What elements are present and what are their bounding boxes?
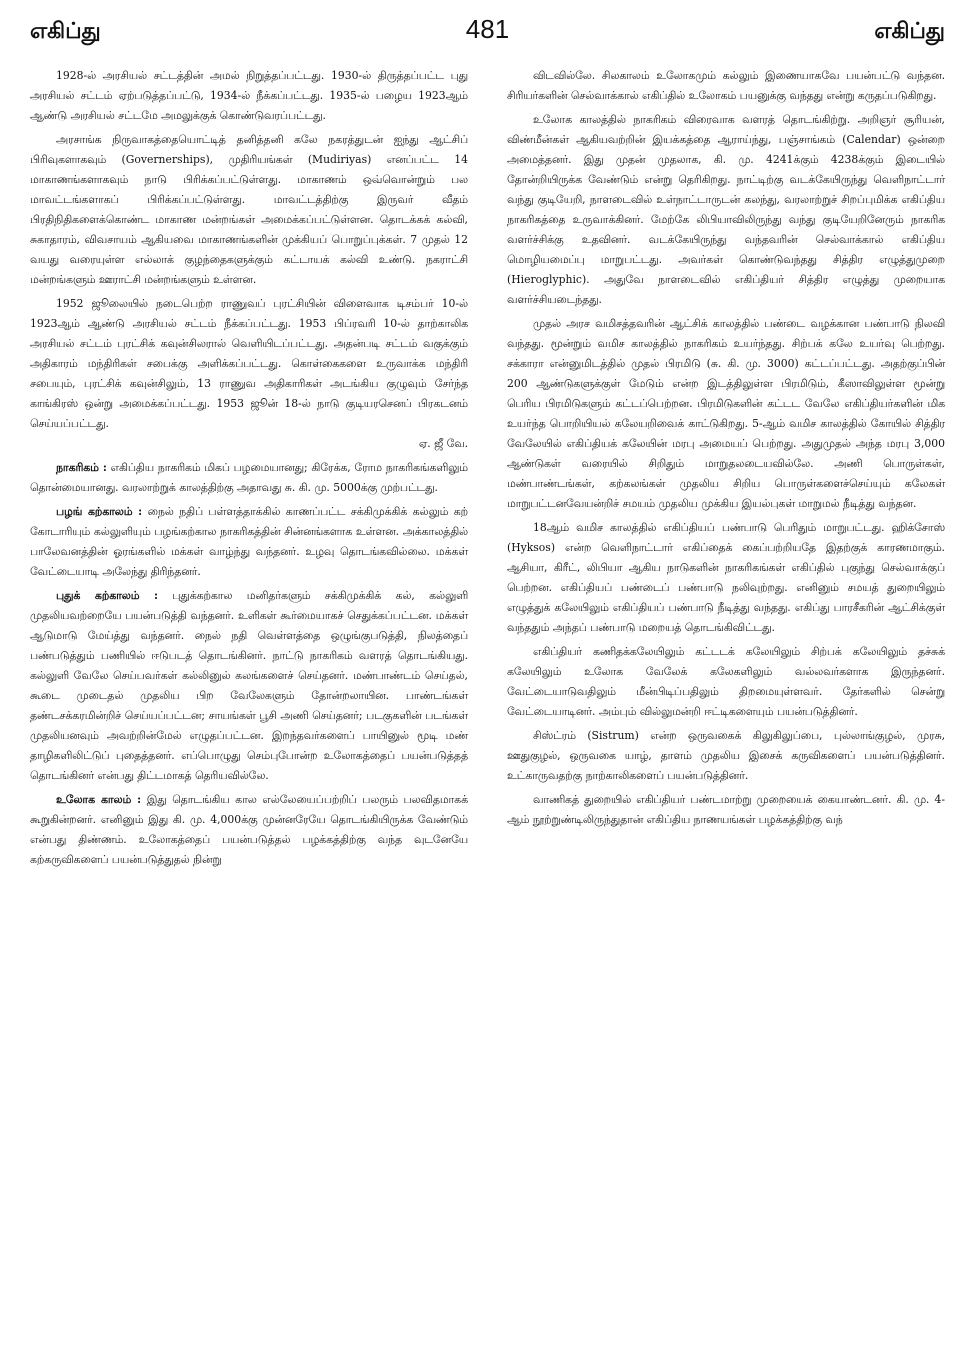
paragraph: [30, 130, 468, 290]
running-head-left: எகிப்து: [30, 19, 101, 44]
paragraph: [30, 502, 468, 582]
right-column: [507, 66, 945, 874]
paragraph-text: சிஸ்ட்ரம் (Sistrum) என்ற ஒருவகைக் கிலுகிலுப்பை, புல்லாங்குழல், முரசு, ஊதுகுழல், ஒருவகை யாழ், தாளம் முதலிய இசைக் கருவிகளைப் பயன்படுத்தினர். உட்காருவதற்கு நாற்காலிகளைப் பயன்படுத்தினர்.: [507, 729, 945, 782]
section-heading: உலோக காலம் :: [56, 793, 142, 806]
section-heading: நாகரிகம் :: [56, 461, 107, 474]
paragraph-text: 18ஆம் வமிச காலத்தில் எகிப்தியப் பண்பாடு பெரிதும் மாறுபட்டது. ஹிக்சோஸ் (Hyksos) என்ற வெளிநாட்டார் எகிப்தைக் கைப்பற்றியதே இதற்குக் காரணமாகும். ஆசியா, கிரீட், லிபியா ஆகிய நாடுகளின் நாகரிகங்கள் எகிப்தில் புகுந்து செல்வாக்குப் பெற்றன. எகிப்தியப் பண்டைப் பண்பாடு நலிவுற்றது. எனினும் சமயத் துறையிலும் எழுத்துக் கலேயிலும் எகிப்தியப் பண்பாடு நீடித்து வந்தது. எகிப்து பாரசீகரின் ஆட்சிக்குள் வந்ததும் அந்தப் பண்பாடு மறையத் தொடங்கிவிட்டது.: [507, 521, 945, 634]
paragraph-text: ஏ. ஜீ வே.: [418, 437, 468, 450]
paragraph-text: அரசாங்க நிருவாகத்தையொட்டித் தனித்தனி கலே நகரத்துடன் ஐந்து ஆட்சிப் பிரிவுகளாகவும் (Governerships), முதிரியங்கள் (Mudiriyas) எனப்பட்ட 14 மாகாணங்களாகவும் நாடு பிரிக்கப்பட்டுள்ளது. மாகாணம் ஒவ்வொன்றும் பல மாவட்டங்களாகப் பிரிக்கப்பட்டுள்ளது. மாவட்டத்திற்கு இருவர் வீதம் பிரதிநிதிகளைக்கொண்ட மாகாண மன்றங்கள் அமைக்கப்பட்டுள்ளன. தொடக்கக் கல்வி, சுகாதாரம், விவசாயம் ஆகியவை மாகாணங்களின் முக்கியப் பொறுப்புக்கள். 7 முதல் 12 வயது வரையுள்ள எல்லாக் குழந்தைகளுக்கும் கட்டாயக் கல்வி உண்டு. நகராட்சி மன்றங்களும் ஊராட்சி மன்றங்களும் உள்ளன.: [30, 133, 468, 286]
paragraph-text: உலோக காலத்தில் நாகரிகம் விரைவாக வளரத் தொடங்கிற்று. அறிஞர் சூரியன், விண்மீன்கள் ஆகியவற்றின் இயக்கத்தை ஆராய்ந்து, பஞ்சாங்கம் (Calendar) ஒன்றை அமைத்தனர். இது முதன் முதலாக, கி. மு. 4241க்கும் 4238க்கும் இடையில் தோன்றியிருக்க வேண்டும் என்று தெரிகிறது. நாட்டிற்கு வடக்கேயிருந்து வெளிநாட்டார் வந்து குடியேறி, நாளடைவில் உள்நாட்டாருடன் கலந்து, வரலாற்றுச் சிறப்புமிக்க எகிப்திய நாகரிகத்தை உருவாக்கினர். மேற்கே லிபியாவிலிருந்து வந்து குடியேறினேரும் நாகரிக வளர்ச்சிக்கு உதவினர். வடக்கேயிருந்து வந்தவரின் செல்வாக்கால் எகிப்திய மொழியமைப்பு மாறுபட்டது. அவர்கள் கொண்டுவந்தது சித்திர எழுத்துமுறை (Hieroglyphic). அதுவே நாளடைவில் எகிப்தியர் சித்திர எழுத்து முறையாக வளர்ச்சியடைந்தது.: [507, 113, 945, 306]
section-heading: பழங் கற்காலம் :: [56, 505, 143, 518]
paragraph-text: 1952 ஜூலையில் நடைபெற்ற ராணுவப் புரட்சியின் விளைவாக டிசம்பர் 10-ல் 1923ஆம் ஆண்டு அரசியல் சட்டம் நீக்கப்பட்டது. 1953 பிப்ரவரி 10-ல் தாற்காலிக அரசியல் சட்டம் புரட்சிக் கவுன்சிலரால் வெளியிடப்பட்டது. அதன்படி சட்டம் வகுக்கும் அதிகாரம் மந்திரிகள் சபைக்கு அளிக்கப்பட்டது. கொள்கைகளை உருவாக்க மந்திரி சபையும், புரட்சிக் கவுன்சிலும், 13 ராணுவ அதிகாரிகள் அடங்கிய குழுவும் சேர்ந்த காங்கிரஸ் ஒன்று அமைக்கப்பட்டது. 1953 ஜூன் 18-ல் நாடு குடியரசெனப் பிரகடனம் செய்யப்பட்டது.: [30, 297, 468, 430]
paragraph: [507, 110, 945, 310]
paragraph: [30, 586, 468, 786]
paragraph: [507, 642, 945, 722]
paragraph: [30, 66, 468, 126]
paragraph-text: 1928-ல் அரசியல் சட்டத்தின் அமல் நிறுத்தப்பட்டது. 1930-ல் திருத்தப்பட்ட புது அரசியல் சட்டம் ஏற்படுத்தப்பட்டு, 1934-ல் நீக்கப்பட்டது. 1935-ல் பழைய 1923ஆம் ஆண்டு அரசியல் சட்டமே அமலுக்குக் கொண்டுவரப்பட்டது.: [30, 69, 468, 122]
paragraph-text: நைல் நதிப் பள்ளத்தாக்கில் காணப்பட்ட சக்கிமுக்கிக் கல்லும் கற் கோடாரியும் கல்லுளியும் பழங்கற்கால நாகரிகத்தின் சின்னங்களாக உள்ளன. அக்காலத்தில் பாலேவனத்தின் ஓரங்களில் மக்கள் வாழ்ந்து வந்தனர். உழவு தொடங்கவில்லை. மக்கள் வேட்டையாடி அலேந்து திரிந்தனர்.: [30, 505, 469, 578]
paragraph-text: முதல் அரச வமிசத்தவரின் ஆட்சிக் காலத்தில் பண்டை வழக்கான பண்பாடு நிலவி வந்தது. மூன்றும் வமிச காலத்தில் நாகரிகம் உயர்ந்தது. சிற்பக் கலே உயர்வு பெற்றது. சக்காரா என்னுமிடத்தில் முதல் பிரமிடு (சு. கி. மு. 3000) கட்டப்பட்டது. அதற்குப்பின் 200 ஆண்டுகளுக்குள் மேடும் என்ற இடத்திலுள்ள பிரமிடும், கீஸாவிலுள்ள மூன்று பெரிய பிரமிடுகளும் கட்டப்பெற்றன. பிரமிடுகளின் கட்டட வேலே எகிப்தியர்களின் மிக உயர்ந்த பொறியியல் கலேயறிவைக் காட்டுகிறது. 5-ஆம் வமிச காலத்தில் கோயில் சித்திர வேலேயில் எகிப்தியக் கலேயின் மரபு அமையப் பெற்றது. அதுமுதல் அந்த மரபு 3,000 ஆண்டுகள் வரையில் சிறிதும் மாறுதலடையவில்லே. அணி பொருள்கள், மண்பாண்டங்கள், கற்கலங்கள் முதலிய சிறிய பொருள்களைச்செய்யும் கலேகள் மாறுபட்டனவேயன்றிச் சமயம் முதலிய முக்கிய இயல்புகள் மாறுமல் நீடித்து வந்தன.: [507, 317, 945, 510]
paragraph: [507, 66, 945, 106]
paragraph-text: புதுக்கற்கால மனிதர்களும் சக்கிமுக்கிக் கல், கல்லுளி முதலியவற்றையே பயன்படுத்தி வந்தனர். உளிகள் கூர்மையாகச் செதுக்கப்பட்டன. மக்கள் ஆடுமாடு மேய்த்து வந்தனர். நைல் நதி வெள்ளத்தை ஒழுங்குபடுத்தி, நிலத்தைப் பண்படுத்தும் பணியில் ஈடுபடத் தொடங்கினர். நாட்டு நாகரிகம் வளரத் தொடங்கியது. கல்லுளி வேலே செய்பவர்கள் கல்லினுல் கலங்களைச் செய்தனர். மண்பாண்டம் செய்தல், கூடை முடைதல் முதலிய பிற வேலேகளும் தோன்றலாயின. பாண்டங்கள் தண்டசக்கரமின்றிச் செய்யப்பட்டன; சாயங்கள் பூசி அணி செய்தனர்; படகுகளின் படங்கள் முதலியனவும் அவற்றின்மேல் எழுதப்பட்டன. இறந்தவர்களைப் பாயினுல் மூடி மண் தாழிகளிலிட்டுப் புதைத்தனர். எப்பொழுது செம்புபோன்ற உலோகத்தைப் பயன்படுத்தத் தொடங்கினர் என்பது திட்டமாகத் தெரியவில்லே.: [30, 589, 469, 782]
paragraph: [30, 458, 468, 498]
paragraph-text: இது தொடங்கிய கால எல்லேயைப்பற்றிப் பலரும் பலவிதமாகக் கூறுகின்றனர். எனினும் இது கி. மு. 4,000க்கு முன்னரேயே தொடங்கியிருக்க வேண்டும் என்பது திண்ணம். உலோகத்தைப் பயன்படுத்தல் பழக்கத்திற்கு வந்த வுடனேயே கற்கருவிகளைப் பயன்படுத்துதல் நின்று: [30, 793, 468, 866]
signature: [30, 434, 468, 454]
paragraph: [30, 294, 468, 434]
page-number: 481: [465, 14, 510, 44]
paragraph: [30, 790, 468, 870]
paragraph: [507, 726, 945, 786]
paragraph-text: விடவில்லே. சிலகாலம் உலோகமும் கல்லும் இணையாகவே பயன்பட்டு வந்தன. சிரியர்களின் செல்வாக்கால் எகிப்தில் உலோகம் பயனுக்கு வந்தது என்று கருதப்படுகிறது.: [507, 69, 945, 102]
paragraph-text: வாணிகத் துறையில் எகிப்தியர் பண்டமாற்று முறையைக் கையாண்டனர். கி. மு. 4-ஆம் நூற்றுண்டிலிருந்துதான் எகிப்திய நாணயங்கள் பழக்கத்திற்கு வந்: [507, 793, 945, 826]
paragraph: [507, 790, 945, 830]
left-column: [30, 66, 468, 874]
paragraph: [507, 314, 945, 514]
section-heading: புதுக் கற்காலம் :: [56, 589, 159, 602]
paragraph-text: எகிப்தியர் கணிதக்கலேயிலும் கட்டடக் கலேயிலும் சிற்பக் கலேயிலும் தச்சுக் கலேயிலும் உலோக வேலேக் கலேகளிலும் வல்லவர்களாக இருந்தனர். வேட்டையாடுவதிலும் மீன்பிடிப்பதிலும் திறமையுள்ளவர். தேர்களில் சென்று வேட்டையாடினர். அம்பும் வில்லுமன்றி ஈட்டிகளையும் பயன்படுத்தினர்.: [507, 645, 945, 718]
page-header: [30, 14, 945, 54]
paragraph: [507, 518, 945, 638]
running-head-right: எகிப்து: [874, 19, 945, 44]
text-columns: [30, 66, 945, 874]
paragraph-text: எகிப்திய நாகரிகம் மிகப் பழமையானது; கிரேக்க, ரோம நாகரிகங்களிலும் தொன்மையானது. வரலாற்றுக் காலத்திற்கு அதாவது சு. கி. மு. 5000க்கு முற்பட்டது.: [30, 461, 468, 494]
